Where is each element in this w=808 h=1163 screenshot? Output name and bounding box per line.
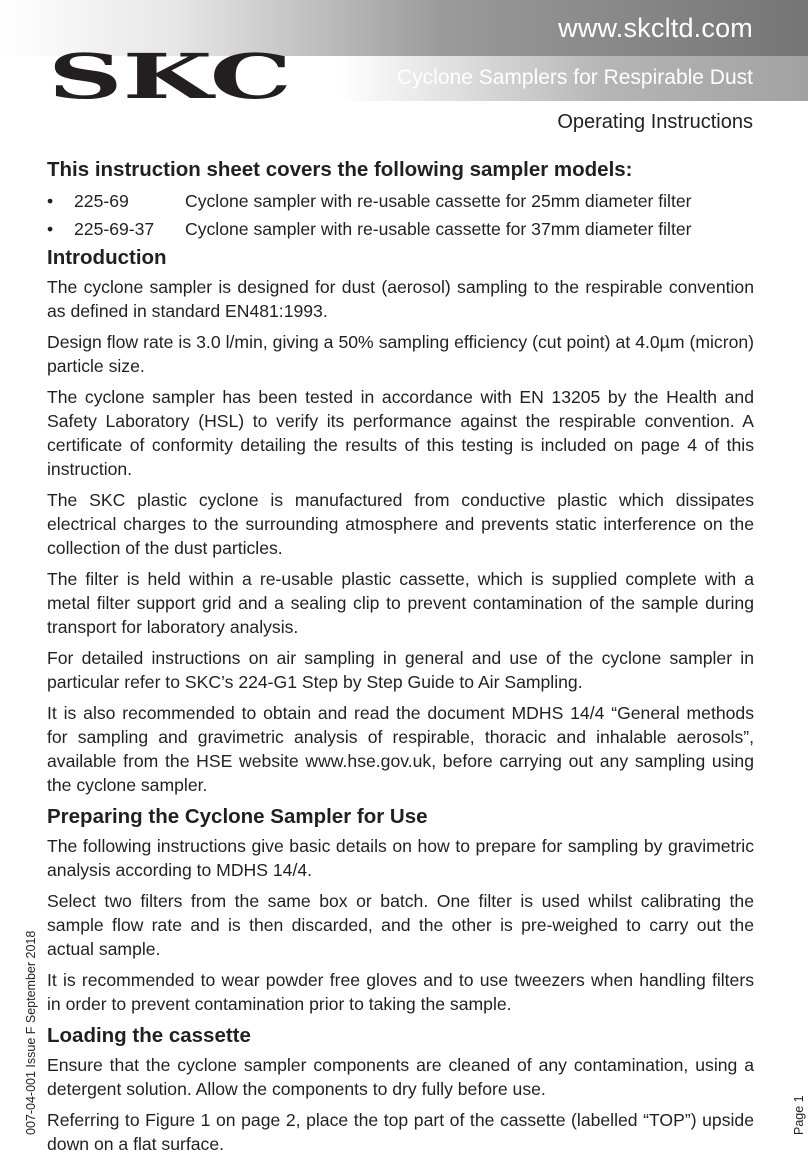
main-content — [47, 157, 754, 1163]
document-reference: 007-04-001 Issue F September 2018 — [24, 930, 38, 1135]
paragraph: For detailed instructions on air sampling in general and use of the cyclone sampler in particular refer to SKC’s 224-G1 Step by Step Guide to Air Sampling. — [47, 648, 754, 692]
preparing-heading: Preparing the Cyclone Sampler for Use — [47, 805, 428, 828]
paragraph: Ensure that the cyclone sampler components are cleaned of any contamination, using a detergent solution. Allow the components to dry fully before use. — [47, 1055, 754, 1099]
list-item — [47, 215, 754, 243]
paragraph: The following instructions give basic details on how to prepare for sampling by gravimetric analysis according to MDHS 14/4. — [47, 836, 754, 880]
product-title: Cyclone Samplers for Respirable Dust — [397, 66, 753, 89]
skc-logo — [46, 48, 294, 106]
website-url[interactable]: www.skcltd.com — [558, 13, 753, 43]
models-list — [47, 187, 754, 243]
paragraph: Select two filters from the same box or batch. One filter is used whilst calibrating the sample flow rate and is then discarded, and the other is pre-weighed to carry out the actual sample. — [47, 891, 754, 959]
paragraph: The cyclone sampler is designed for dust (aerosol) sampling to the respirable convention as defined in standard EN481:1993. — [47, 277, 754, 321]
model-description: Cyclone sampler with re-usable cassette for 25mm diameter filter — [185, 191, 692, 211]
logo-text: SKC — [48, 48, 292, 106]
paragraph: The cyclone sampler has been tested in accordance with EN 13205 by the Health and Safety Laboratory (HSL) to verify its performance against the respirable convention. A certificate of conformity detailing the results of this testing is included on page 4 of this instruction. — [47, 387, 754, 479]
paragraph: It is also recommended to obtain and read the document MDHS 14/4 “General methods for sampling and gravimetric analysis of respirable, thoracic and inhalable aerosols”, available from the HSE website www.hse.gov.uk, before carrying out any sampling using the cyclone sampler. — [47, 703, 754, 795]
list-item — [47, 187, 754, 215]
paragraph: The filter is held within a re-usable plastic cassette, which is supplied complete with a metal filter support grid and a sealing clip to prevent contamination of the sample during transport for laboratory analysis. — [47, 569, 754, 637]
paragraph: Design flow rate is 3.0 l/min, giving a 50% sampling efficiency (cut point) at 4.0µm (micron) particle size. — [47, 332, 754, 376]
paragraph: The SKC plastic cyclone is manufactured from conductive plastic which dissipates electrical charges to the surrounding atmosphere and prevents static interference on the collection of the dust particles. — [47, 490, 754, 558]
bullet: • — [47, 191, 54, 211]
bullet: • — [47, 219, 54, 239]
document-subtitle: Operating Instructions — [557, 111, 753, 133]
model-code: 225-69-37 — [74, 219, 155, 239]
loading-heading: Loading the cassette — [47, 1024, 251, 1047]
paragraph: It is recommended to wear powder free gloves and to use tweezers when handling filters in order to prevent contamination prior to taking the sample. — [47, 970, 754, 1014]
page-number: Page 1 — [792, 1095, 806, 1135]
paragraph: Referring to Figure 1 on page 2, place the top part of the cassette (labelled “TOP”) upside down on a flat surface. — [47, 1110, 754, 1154]
model-code: 225-69 — [74, 191, 129, 211]
model-description: Cyclone sampler with re-usable cassette for 37mm diameter filter — [185, 219, 692, 239]
models-heading: This instruction sheet covers the following sampler models: — [47, 158, 633, 181]
introduction-heading: Introduction — [47, 246, 167, 269]
